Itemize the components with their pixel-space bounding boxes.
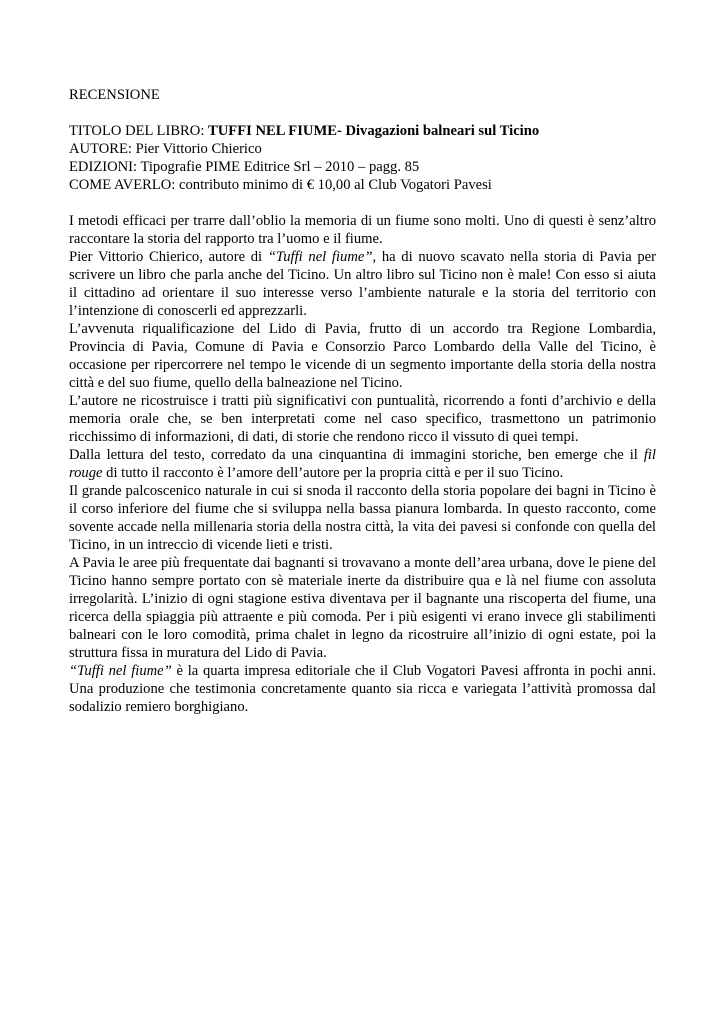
paragraph: I metodi efficaci per trarre dall’oblio la memoria di un fiume sono molti. Uno di questi è senz’altro raccontare la storia del rapporto tra l’uomo e il fiume. bbox=[69, 213, 656, 247]
meta-value: Tipografie PIME Editrice Srl – 2010 – pagg. 85 bbox=[140, 159, 420, 175]
meta-label: TITOLO DEL LIBRO: bbox=[69, 123, 209, 139]
paragraph bbox=[69, 446, 656, 482]
paragraph-text: di tutto il racconto è l’amore dell’autore per la propria città e per il suo Ticino. bbox=[102, 465, 564, 481]
doc-heading: RECENSIONE bbox=[69, 87, 160, 103]
paragraph: L’avvenuta riqualificazione del Lido di Pavia, frutto di un accordo tra Regione Lombardia, Provincia di Pavia, Comune di Pavia e Consorzio Parco Lombardo della Valle del Ticino, è occasione per ripercorrere nel tempo le vicende di un segmento importante della storia della nostra città e del suo fiume, quello della balneazione nel Ticino. bbox=[69, 321, 656, 391]
paragraph: Il grande palcoscenico naturale in cui si snoda il racconto della storia popolare dei bagni in Ticino è il corso inferiore del fiume che si sviluppa nella bassa pianura lombarda. In questo racconto, come sovente accade nella millenaria storia della nostra città, la vita dei pavesi si confonde con quella del Ticino, in un intreccio di vicende lieti e tristi. bbox=[69, 483, 656, 553]
paragraph-text: Dalla lettura del testo, corredato da una cinquantina di immagini storiche, ben emerge che il bbox=[69, 447, 644, 463]
paragraph: A Pavia le aree più frequentate dai bagnanti si trovavano a monte dell’area urbana, dove le piene del Ticino hanno sempre portato con sè materiale inerte da distribuire qua e là nel fiume con assoluta irregolarità. L’inizio di ogni stagione estiva diventava per il bagnante una riscoperta del fiume, una ricerca della spiaggia più attraente e più comoda. Per i più esigenti vi erano invece gli stabilimenti balneari con le loro comodità, prima chalet in legno da ricostruire all’inizio di ogni estate, poi la struttura fissa in muratura del Lido di Pavia. bbox=[69, 555, 656, 661]
meta-label: AUTORE: bbox=[69, 141, 136, 157]
review-body bbox=[69, 212, 656, 716]
book-title-italic: “Tuffi nel fiume” bbox=[69, 663, 172, 679]
meta-label: EDIZIONI: bbox=[69, 159, 141, 175]
paragraph: L’autore ne ricostruisce i tratti più significativi con puntualità, ricorrendo a fonti d’archivio e della memoria orale che, se ben interpretati come nel caso specifico, trasmettono un patrimonio ricchissimo di informazioni, di dati, di storie che rendono ricco il vissuto di quei tempi. bbox=[69, 393, 656, 445]
book-metadata bbox=[69, 122, 656, 194]
meta-value: contributo minimo di € 10,00 al Club Vogatori Pavesi bbox=[179, 177, 492, 193]
paragraph-text: Pier Vittorio Chierico, autore di bbox=[69, 249, 268, 265]
paragraph-text: , ha di nuovo scavato nella storia di Pavia per scrivere un libro che parla anche del Ticino. Un altro libro sul Ticino non è male! Con esso si aiuta il cittadino ad orientare il suo interesse verso l’ambiente naturale e la storia del territorio con l’intenzione di conoscerli ed apprezzarli. bbox=[69, 249, 657, 319]
meta-edition bbox=[69, 158, 656, 176]
meta-value: Pier Vittorio Chierico bbox=[135, 141, 262, 157]
spacer bbox=[69, 104, 656, 122]
fil-rouge-italic: fil rouge bbox=[69, 447, 656, 481]
book-title-italic: “Tuffi nel fiume” bbox=[267, 249, 373, 265]
paragraph-text: è la quarta impresa editoriale che il Club Vogatori Pavesi affronta in pochi anni. Una produzione che testimonia concretamente quanto sia ricca e variegata l’attività promossa dal sodalizio remiero borghigiano. bbox=[69, 663, 656, 715]
meta-author bbox=[69, 140, 656, 158]
meta-value: TUFFI NEL FIUME- Divagazioni balneari sul Ticino bbox=[208, 123, 540, 139]
meta-title bbox=[69, 122, 656, 140]
spacer bbox=[69, 194, 656, 212]
meta-label: COME AVERLO: bbox=[69, 177, 180, 193]
meta-how-to-get bbox=[69, 176, 656, 194]
paragraph bbox=[69, 248, 656, 320]
paragraph bbox=[69, 662, 656, 716]
document-page bbox=[69, 86, 656, 716]
